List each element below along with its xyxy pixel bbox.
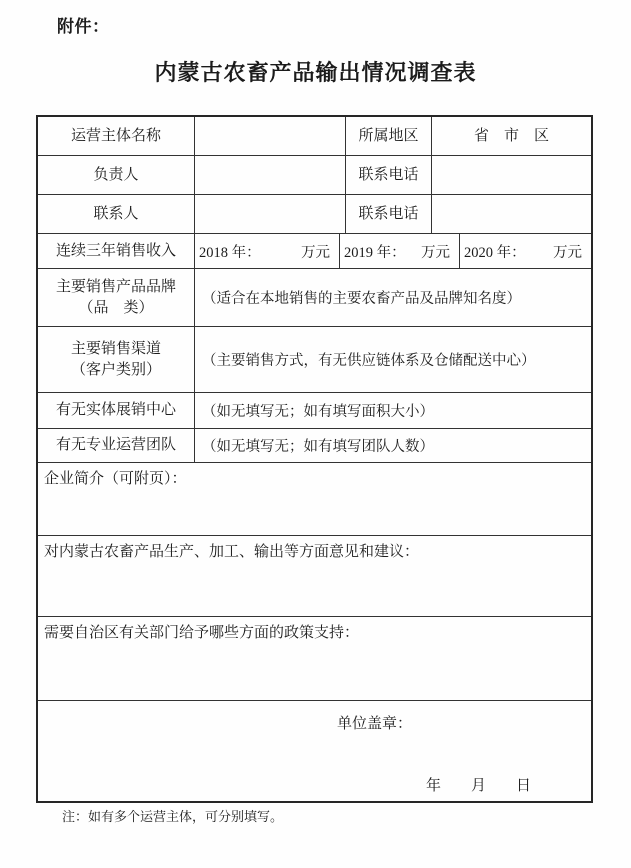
phone-label-2: 联系电话 (346, 195, 432, 233)
person-in-charge-label: 负责人 (38, 156, 195, 194)
product-brands-label-line1: 主要销售产品品牌 (55, 278, 176, 295)
row-sales-revenue (38, 234, 591, 269)
row-contact-person (38, 195, 591, 234)
revenue-2019-label: 2019 年： (344, 244, 406, 261)
exhibition-center-input-cell[interactable] (195, 393, 591, 428)
page-title: 内蒙古农畜产品输出情况调查表 (154, 60, 477, 85)
sales-channels-hint: （主要销售方式，有无供应链体系及仓储配送中心） (202, 353, 536, 369)
sales-channels-label-line2: （客户类别） (70, 361, 161, 378)
revenue-2018-cell[interactable] (195, 234, 340, 268)
sales-revenue-label: 连续三年销售收入 (38, 234, 195, 268)
row-policy-support (38, 617, 591, 701)
policy-support-label: 需要自治区有关部门给予哪些方面的政策支持： (44, 625, 360, 641)
revenue-2019-unit: 万元 (421, 244, 450, 261)
row-suggestions (38, 536, 591, 617)
product-brands-input-cell[interactable] (195, 269, 591, 326)
person-in-charge-input-cell[interactable] (195, 156, 346, 194)
revenue-2019-cell[interactable] (340, 234, 460, 268)
attachment-label: 附件： (57, 17, 110, 36)
operation-team-label: 有无专业运营团队 (38, 429, 195, 462)
region-label: 所属地区 (346, 117, 432, 155)
row-product-brands (38, 269, 591, 327)
footnote: 注：如有多个运营主体，可分别填写。 (62, 809, 284, 824)
operation-team-hint: （如无填写无；如有填写团队人数） (202, 439, 434, 455)
policy-support-input-cell[interactable] (38, 617, 591, 700)
row-sales-channels (38, 327, 591, 393)
phone-input-cell-1[interactable] (432, 156, 591, 194)
row-company-profile (38, 463, 591, 536)
date-label: 年 月 日 (425, 778, 531, 794)
unit-seal-label: 单位盖章： (337, 716, 413, 732)
revenue-2020-label: 2020 年： (464, 244, 526, 261)
product-brands-hint: （适合在本地销售的主要农畜产品及品牌知名度） (202, 291, 521, 307)
exhibition-center-hint: （如无填写无；如有填写面积大小） (202, 404, 434, 420)
row-signoff (38, 701, 591, 801)
revenue-2020-unit: 万元 (553, 244, 582, 261)
contact-person-input-cell[interactable] (195, 195, 346, 233)
suggestions-label: 对内蒙古农畜产品生产、加工、输出等方面意见和建议： (44, 544, 420, 560)
revenue-2020-cell[interactable] (460, 234, 591, 268)
entity-name-input-cell[interactable] (195, 117, 346, 155)
contact-person-label: 联系人 (38, 195, 195, 233)
revenue-2018-label: 2018 年： (199, 244, 261, 261)
row-operation-team (38, 429, 591, 463)
row-entity-name (38, 117, 591, 156)
company-profile-input-cell[interactable] (38, 463, 591, 535)
suggestions-input-cell[interactable] (38, 536, 591, 616)
region-value-cell[interactable]: 省 市 区 (473, 127, 549, 144)
product-brands-label (38, 269, 195, 326)
phone-label-1: 联系电话 (346, 156, 432, 194)
exhibition-center-label: 有无实体展销中心 (38, 393, 195, 428)
phone-input-cell-2[interactable] (432, 195, 591, 233)
signoff-cell[interactable] (38, 701, 591, 801)
row-exhibition-center (38, 393, 591, 429)
sales-channels-label-line1: 主要销售渠道 (70, 340, 161, 357)
row-person-in-charge (38, 156, 591, 195)
revenue-2018-unit: 万元 (301, 244, 330, 261)
product-brands-label-line2: （品 类） (78, 299, 154, 316)
survey-form-table (36, 115, 593, 803)
operation-team-input-cell[interactable] (195, 429, 591, 462)
company-profile-label: 企业简介（可附页）： (44, 471, 187, 487)
entity-name-label: 运营主体名称 (38, 117, 195, 155)
sales-channels-input-cell[interactable] (195, 327, 591, 392)
sales-channels-label (38, 327, 195, 392)
